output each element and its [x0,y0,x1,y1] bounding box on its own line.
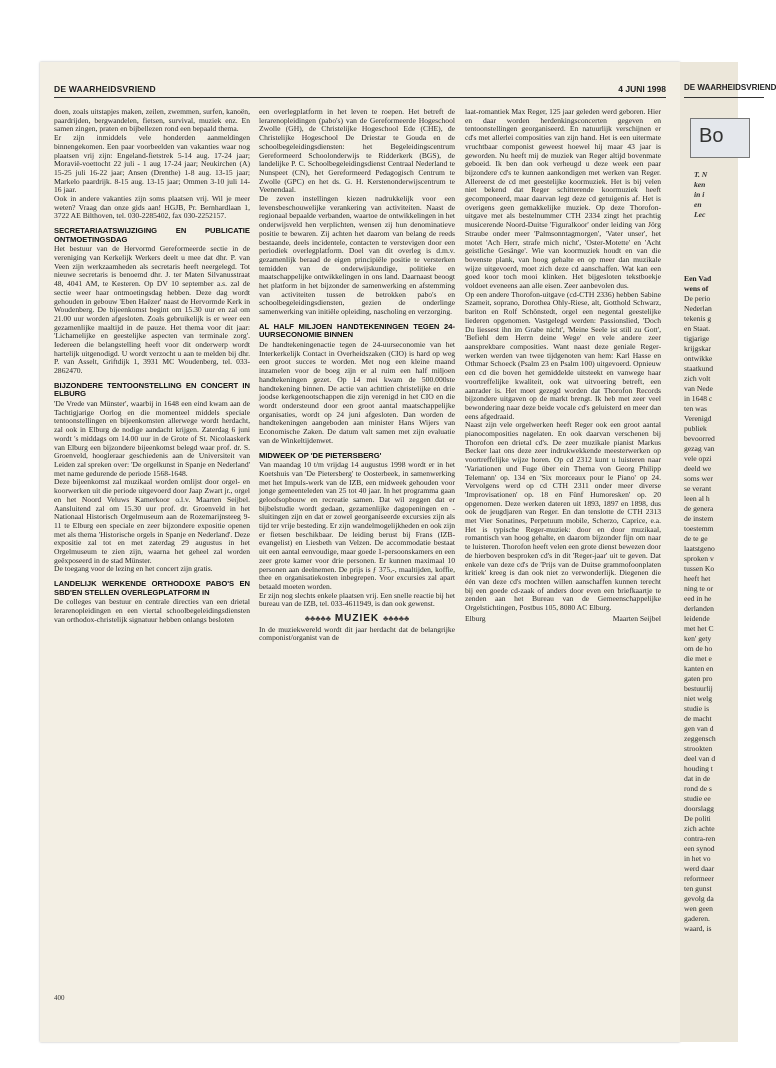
text-line: sproken v [684,554,714,563]
text-line: de te ge [684,534,708,543]
next-page-intro [694,170,744,220]
publication-name: DE WAARHEIDSVRIEND [54,84,156,94]
text-line: De perio [684,294,711,303]
paragraph: De zeven instellingen kiezen nadrukkelijk voor een levensbeschouwelijke verankering van activiteiten. Naast de regionaal bepaalde verbanden, waartoe de ontwikkelingen in het onderwijsveld hen verplichten, wensen zij hun denominatieve positie te bewaren. Zij achten het daarom van belang de reeds bestaande, deels incidentele, contacten te verstevigen door een periodiek overlegplatform. Doel van dit overleg is d.m.v. gezamenlijk beraad de eigen principiële positie te versterken temidden van de onderwijskundige, politieke en maatschappelijke ontwikkelingen in ons land. Daarnaast beoogt het platform in het bijzonder de samenwerking en afstemming van activiteiten tussen de betrokken pabo's en schoolbegeleidingsdiensten, gezien de onderlinge samenwerking van initiële opleiding, nascholing en verzorging. [259,194,455,317]
text-line: doorslagg [684,804,714,813]
text-line: ten gunst [684,884,712,893]
text-line: laatstgeno [684,544,715,553]
intro-line: T. N [694,170,708,179]
ornament-right: ♣♣♣♣♣ [382,614,410,624]
issue-date: 4 JUNI 1998 [618,84,666,94]
intro-line: ken [694,180,706,189]
text-line: deeld we [684,464,712,473]
next-page-title-box: Bo [690,118,750,158]
text-line: contra-ren [684,834,716,843]
paragraph: Naast zijn vele orgelwerken heeft Reger ook een groot aantal pianocomposities nagelaten. En ook daarvan verschenen bij Thorofon een drietal cd's. De zeer muzikale pianist Markus Becker laat ons deze zeer indrukwekkende meesterwerken op voortreffelijke wijze horen. Op cd 2312 kunt u luisteren naar 'Variationen und Fuge über ein Thema von Georg Philipp Telemann' op. 134 en 'Six morceaux pour le Piano' op 24. Vervolgens werd op cd CTH 2311 onder meer diverse 'Improvisationen' op. 18 en Fünf Humoresken' op. 20 opgenomen. Deze werken dateren uit 1893, 1897 en 1898, dus ook de jeugdjaren van Reger. En dan tenslotte de CTH 2313 met Vier Sonatines, Perpetuum mobile, Scherzo, Caprice, e.a. Het is typische Reger-muziek: door en door muzikaal, romantisch van hoog gehalte, en daarom bijzonder fijn om naar te luisteren. Thorofon heeft velen een grote dienst bewezen door de hierboven besproken cd's in dit 'Reger-jaar' uit te geven. Dat enkele van deze cd's de 'Prijs van de Duitse grammofoonplaten kritiek' kreeg is dan ook niet zo verwonderlijk. Diegenen die één van deze cd's mochten willen aanschaffen kunnen terecht bij een goede cd-zaak of anders door even een briefkaartje te zenden aan het Bureau van de Gemeenschappelijke Orgelstichtingen, Postbus 105, 8080 AC Elburg. [465,420,661,613]
article-heading: LANDELIJK WERKENDE ORTHODOXE PABO'S EN SBD'EN STELLEN OVERLEGPLATFORM IN [54,579,250,597]
text-line: rond de s [684,784,712,793]
text-line: zich volt [684,374,711,383]
paragraph: Van maandag 10 t/m vrijdag 14 augustus 1998 wordt er in het Koetshuis van 'De Pietersberg' te Oosterbeek, in samenwerking met het Impuls-werk van de IZB, een midweek gehouden voor jonge gemeenteleden van 25 tot 40 jaar. In het programma gaan geloofsopbouw en recreatie samen. Dat wil zeggen dat er bijbelstudie wordt gedaan, gezamenlijke dagopeningen en -sluitingen zijn en dat er zowel georganiseerde excursies zijn als tijd ter vrije besteding. Er zijn wandelmogelijkheden en ook zijn er fietsen beschikbaar. De leiding berust bij Frans (IZB-evangelist) en Liesbeth van Velzen. De accommodatie bestaat uit een aantal eenvoudige, maar goede 1-persoonskamers en een zeer grote kamer voor drie personen. Er kunnen maximaal 10 personen aan deelnemen. De prijs is ƒ 375,-, maaltijden, koffie, thee en organisatiekosten inbegrepen. Voor excursies zal apart betaald moeten worden. [259,460,455,591]
intro-line: en [694,200,702,209]
text-line: bevoorred [684,434,715,443]
text-line: eed in he [684,594,712,603]
text-line: de macht [684,714,712,723]
paragraph: Er zijn inmiddels vele honderden aanmeldingen binnengekomen. Een paar voorbeelden van vakanties waar nog plaatsen vrij zijn: Engeland-fietstrek 5-14 aug. 17-24 jaar; Moravië-voettocht 22 juli - 1 aug 17-24 jaar; Neukirchen (A) 15-25 juli 16-22 jaar; Ansen (Drenthe) 1-8 aug. 13-15 jaar; Markelo paardrijk. 8-15 aug. 13-15 jaar; Ommen 3-10 juli 14-16 jaar. [54,133,250,195]
text-line: een synod [684,844,715,853]
paragraph: De toegang voor de lezing en het concert zijn gratis. [54,564,213,574]
paragraph: laat-romantiek Max Reger, 125 jaar geleden werd geboren. Hier en daar worden herdenkingsconcerten gegeven en tentoonstellingen georganiseerd. En natuurlijk verschijnen er cd's met allerlei composities van zijn hand. Het is een uitermate vruchtbaar componist geweest hoewel hij maar 43 jaar is geworden. Nu heeft mij de muziek van Reger altijd bovenmate geboeid. Ik ben dan ook verheugd u deze week een paar bijzondere cd's te kunnen aankondigen met werken van Reger. Allereerst de cd met geestelijke koormuziek. Het is bij velen niet bekend dat Reger schitterende koormuziek heeft gecomponeerd, maar daarvan legt deze cd getuigenis af. Het is overigens geen gemakkelijke muziek. Op deze Thorofon-uitgave met als bestelnummer CTH 2334 zingt het prachtig musicerende Noord-Duitse 'Figuralkoor' onder leiding van Jörg Straube onder meer 'Palmsonntagmorgen', 'Vater unser', het motet 'Ach Herr, strafe mich nicht', 'Oster-Motette' en 'Acht geistliche Gesänge'. Wie van koormuziek houdt en van die bovenste plank, van hoog gehalte en op meer dan muzikale wijze uitgevoerd, moet zich deze cd aanschaffen. Wat kan een goed koor toch mooi klinken. Het bijgesloten tekstboekje voldoet eveneens aan alle eisen. Zeer aanbevolen dus. [465,107,661,291]
text-line: de instem [684,514,714,523]
text-line: publiek [684,424,707,433]
text-line: staatkund [684,364,714,373]
ornament-left: ♣♣♣♣♣ [304,614,332,624]
column-3 [465,108,661,623]
text-line: leidende [684,614,710,623]
article-heading: AL HALF MILJOEN HANDTEKENINGEN TEGEN 24-UURSECONOMIE BINNEN [259,321,455,340]
paragraph: Op een andere Thorofon-uitgave (cd-CTH 2336) hebben Sabine Szameit, soprano, Dorothea Ohly-Riese, alt, Gotthold Schwarz, bariton en Rolf Schönstedt, orgel een negental geestelijke liederen opgenomen. Vastgelegd werden: Passionslied, 'Doch Du liessest ihn im Grabe nicht', 'Meine Seele ist still zu Gott', 'Befiehl dem Herrn deine Wege' en vele andere zeer aansprekbare composities. Want naast deze geniale Reger-werken werden van twee tijdgenoten van hem: Karl Hasse en Othmar Schoeck (Psalm 23 en Psalm 100) uitgevoerd. Opnieuw een cd die boven het gemiddelde uitsteekt en vanwege haar voortreffelijke kwaliteit, ook wat uitvoering betreft, een aanrader is. Het moet gezegd worden dat Thorofon Records bijzondere uitgaven op de markt brengt. Ik heb met zeer veel bewondering naar deze beide vocale cd's geluisterd en meer dan eens afgedraaid. [465,289,661,421]
text-line: Verenigd [684,414,712,423]
text-line: gaten pro [684,674,713,683]
text-line: ken' gety [684,634,712,643]
text-line: ontwikke [684,354,713,363]
text-line: zeggensch [684,734,716,743]
text-line: toestemm [684,524,714,533]
paragraph: In de muziekwereld wordt dit jaar herdacht dat de belangrijke componist/organist van de [259,624,455,643]
text-line: niet welg [684,694,713,703]
paragraph: doen, zoals uitstapjes maken, zeilen, zwemmen, surfen, kanoën, paardrijden, bergwandelen, fietsen, survival, muziek enz. En samen zingen, praten en bijbellezen rond een bepaald thema. [54,107,250,134]
paragraph: De colleges van bestuur en centrale directies van een drietal lerarenopleidingen en een viertal schoolbegeleidingsdiensten van orthodox-christelijk signatuur hebben onlangs besloten [54,597,250,624]
next-page-edge [680,62,776,1042]
text-line: zich achte [684,824,715,833]
text-line: deel van d [684,754,716,763]
article-heading: MIDWEEK OP 'DE PIETERSBERG' [259,450,382,460]
paragraph: een overlegplatform in het leven te roepen. Het betreft de lerarenopleidingen (pabo's) van de Gereformeerde Hogeschool Zwolle (GH), de Christelijke Hogeschool Ede (CHE), de Christelijke Hogeschool De Driestar te Gouda en de schoolbegeleidingsdiensten: het Begeleidingscentrum Gereformeerd Schoolonderwijs te Ridderkerk (BGS), de landelijke P. C. Schoolbegeleidingsdienst Centraal Nederland te Nunspeet (CN), het Gereformeerd Pedagogisch Centrum te Zwolle (GPC) en het ds. G. H. Kerstenonderwijscentrum te Veenendaal. [259,107,455,195]
text-line: bestuurlij [684,684,713,693]
text-line: van Nede [684,384,713,393]
text-line: ten was [684,404,707,413]
intro-line: in i [694,190,705,199]
text-line: in 1648 c [684,394,713,403]
text-line: vele opzi [684,454,712,463]
paragraph: Er zijn nog slechts enkele plaatsen vrij. Een snelle reactie bij het bureau van de IZB, tel. 033-4611949, is dan ook gewenst. [259,590,455,609]
page-number: 400 [54,994,65,1002]
text-line: die met e [684,654,712,663]
paragraph: 'De Vrede van Münster', waarbij in 1648 een eind kwam aan de Tachtigjarige Oorlog en die momenteel middels speciale tentoonstellingen en bijeenkomsten allerwege wordt herdacht, zal ook in Elburg de nodige aandacht krijgen. Zaterdag 6 juni wordt 's middags om 14.00 uur in de Grote of St. Nicolaaskerk van Elburg een bijzondere bijeenkomst belegd waar prof. dr. S. Groenveld, hoogleraar geschiedenis aan de Universiteit van Leiden zal spreken over: 'De orgelkunst in Spanje en Nederland' met name gedurende de periode 1568-1648. [54,399,250,478]
text-line: heeft het [684,574,711,583]
article-heading: SECRETARIAATSWIJZIGING EN PUBLICATIE ONTMOETINGSDAG [54,226,250,244]
page-header [54,83,666,98]
paragraph: Deze bijeenkomst zal muzikaal worden omlijst door orgel- en koorwerken uit die periode uitgevoerd door Jaap Zwart jr., orgel en het Noord Veluws Kamerkoor o.l.v. Maarten Seijbel. Aansluitend zal om 15.30 uur prof. dr. Groenveld in het Nationaal Historisch Orgelmuseum aan de Rozemarijnsteeg 9-11 te Elburg een speciale en zeer bijzondere expositie openen met als thema 'Historische orgels in Spanje en Nederland'. Deze expositie zal tot en met zaterdag 29 augustus in het Orgelmuseum te zien zijn, waarna het geheel zal worden geëxposeerd in de stad Münster. [54,477,250,565]
article-heading: BIJZONDERE TENTOONSTELLING EN CONCERT IN ELBURG [54,380,250,399]
text-line: gevolg da [684,894,714,903]
music-section-heading [259,615,455,624]
text-line: de genera [684,504,714,513]
text-line: gen van d [684,724,714,733]
column-2 [259,108,455,643]
text-line: Een Vad [684,274,712,283]
signoff-author: Maarten Seijbel [612,613,661,623]
signoff-place: Elburg [465,613,486,623]
text-line: met het C [684,624,714,633]
text-line: Nederlan [684,304,712,313]
text-line: De politi [684,814,711,823]
music-title: MUZIEK [334,613,380,625]
text-line: ning te or [684,584,714,593]
text-line: kanten en [684,664,714,673]
text-line: se verant [684,484,712,493]
text-line: reformeer [684,874,714,883]
text-line: soms wer [684,474,713,483]
text-line: derlanden [684,604,714,613]
text-line: wens of [684,284,709,293]
text-line: gezag van [684,444,715,453]
text-line: leen al h [684,494,710,503]
next-page-text [684,274,744,934]
text-line: waard, is [684,924,712,933]
text-line: houding t [684,764,713,773]
text-line: gaderen. [684,914,710,923]
text-line: tussen Ko [684,564,715,573]
paragraph: Ook in andere vakanties zijn soms plaatsen vrij. Wil je meer weten? Vraag dan onze gids aan! HGJB, Pr. Bernhardlaan 1, 3722 AE Bilthoven, tel. 030-2285402, fax 030-2252157. [54,194,250,221]
text-line: tekenis g [684,314,712,323]
text-line: strookten [684,744,713,753]
text-line: werd daar [684,864,715,873]
text-line: in het vo [684,854,711,863]
newspaper-page [40,62,680,1042]
text-line: wen geen [684,904,713,913]
text-line: om de ho [684,644,713,653]
text-line: krijgskar [684,344,711,353]
text-line: tigjarige [684,334,710,343]
text-line: en Staat. [684,324,711,333]
column-1 [54,108,250,624]
text-line: studie ee [684,794,711,803]
next-page-header: DE WAARHEIDSVRIEND [684,83,764,98]
text-line: dat in de [684,774,711,783]
intro-line: Lec [694,210,706,219]
text-line: studie is [684,704,710,713]
paragraph: Het bestuur van de Hervormd Gereformeerde sectie in de vereniging van Kerkelijk Werkers deelt u mee dat dhr. P. van Veen zijn werkzaamheden als secretaris heeft neergelegd. Tot nieuwe secretaris is benoemd dhr. J. ter Maten Silvanusstraat 48, 4041 AM, te Kesteren. Op DV 10 september a.s. zal de sectie weer haar ontmoetingsdag hebben. Deze dag wordt gehouden in gebouw 'Eben Haëzer' naast de Hervormde Kerk in Woudenberg. De bijeenkomst begint om 15.30 uur en zal om 21.00 uur worden afgesloten. Zoals gebruikelijk is er weer een gezamenlijke maaltijd in de pauze. Het thema voor dit jaar: 'Lichamelijke en geestelijke aspecten van terminale zorg'. Iedereen die belangstelling heeft voor dit onderwerp wordt hartelijk uitgenodigd. U wordt verzocht u aan te melden bij dhr. P. van Asselt, Griftdijk 1, 3931 MC Woudenberg, tel. 033-2862470. [54,244,250,376]
signoff [465,615,661,624]
paragraph: De handtekeningenactie tegen de 24-uurseconomie van het Interkerkelijk Contact in Overheidszaken (CIO) is hard op weg een groot succes te worden. Met nog een kleine maand inzamelen voor de boeg zijn er al ruim een half miljoen handtekeningen gezet. Op 14 mei kwam de 500.000ste handtekening binnen. De actie van achttien christelijke en drie joodse kerkgenootschappen die zijn verenigd in het CIO en die wordt ondersteund door een groot aantal maatschappelijke organisaties, wordt op 24 juni afgesloten. Dan worden de handtekeningen aangeboden aan minister Hans Wijers van Economische Zaken. De datum valt samen met zijn evaluatie van de Winkeltijdenwet. [259,340,455,445]
